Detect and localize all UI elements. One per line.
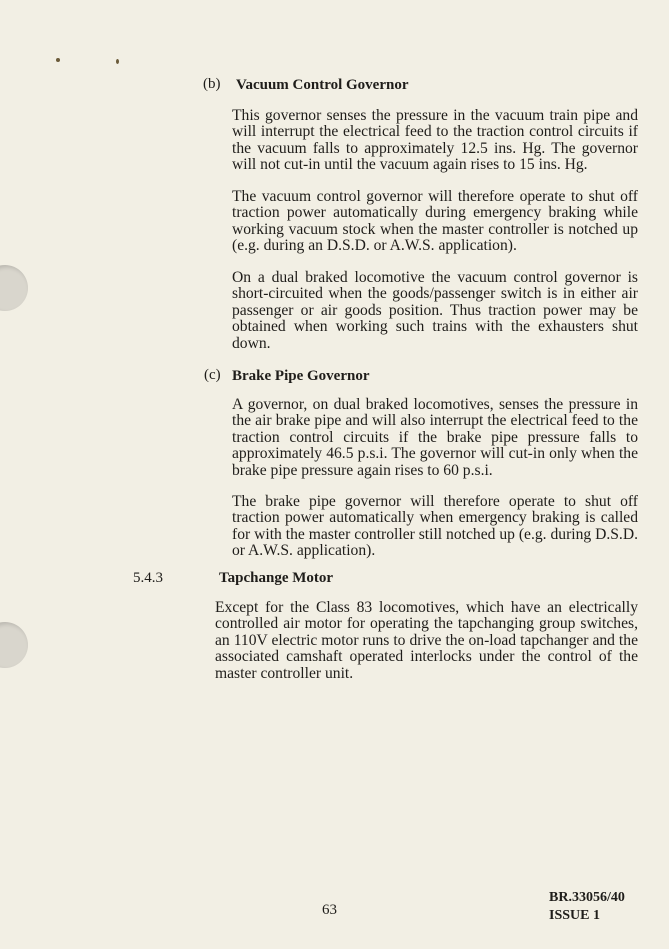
section-label: (b) (203, 76, 221, 92)
document-reference (549, 889, 625, 925)
paragraph: The brake pipe governor will therefore operate to shut off traction power automatically when emergency braking is called for with the master controller still notched up (e.g. during D.S.D. or A.W.S. application). (232, 493, 638, 560)
paragraph: A governor, on dual braked locomotives, senses the pressure in the air brake pipe and will also interrupt the electrical feed to the traction control circuits if the brake pipe pressure falls to approximately 46.5 p.s.i. The governor will cut-in only when the brake pipe pressure again rises to 60 p.s.i. (232, 396, 638, 479)
issue-label: ISSUE 1 (549, 908, 600, 923)
ink-speck (56, 58, 60, 62)
punch-hole (0, 622, 28, 668)
ink-speck (116, 59, 119, 64)
paragraph: The vacuum control governor will therefore operate to shut off traction power automatically during emergency braking while working vacuum stock when the master controller is notched up (e.g. during an D.S.D. or A.W.S. application). (232, 188, 638, 255)
punch-hole (0, 265, 28, 311)
section-heading: Vacuum Control Governor (236, 77, 409, 93)
paragraph: This governor senses the pressure in the vacuum train pipe and will interrupt the electrical feed to the traction control circuits if the vacuum falls to approximately 12.5 ins. Hg. The governor will not cut-in until the vacuum again rises to 15 ins. Hg. (232, 107, 638, 174)
paragraph: On a dual braked locomotive the vacuum control governor is short-circuited when the goods/passenger switch is in either air passenger or air goods position. Thus traction power may be obtained when working such trains with the exhausters shut down. (232, 269, 638, 352)
section-heading: Tapchange Motor (219, 570, 334, 586)
section-number: 5.4.3 (133, 570, 163, 586)
doc-ref: BR.33056/40 (549, 890, 625, 905)
section-label: (c) (204, 367, 221, 383)
paragraph: Except for the Class 83 locomotives, which have an electrically controlled air motor for operating the tapchanging group switches, an 110V electric motor runs to drive the on-load tapchanger and the associated camshaft operated interlocks under the control of the master controller unit. (215, 599, 638, 682)
section-heading: Brake Pipe Governor (232, 368, 370, 384)
page-number: 63 (322, 902, 337, 918)
